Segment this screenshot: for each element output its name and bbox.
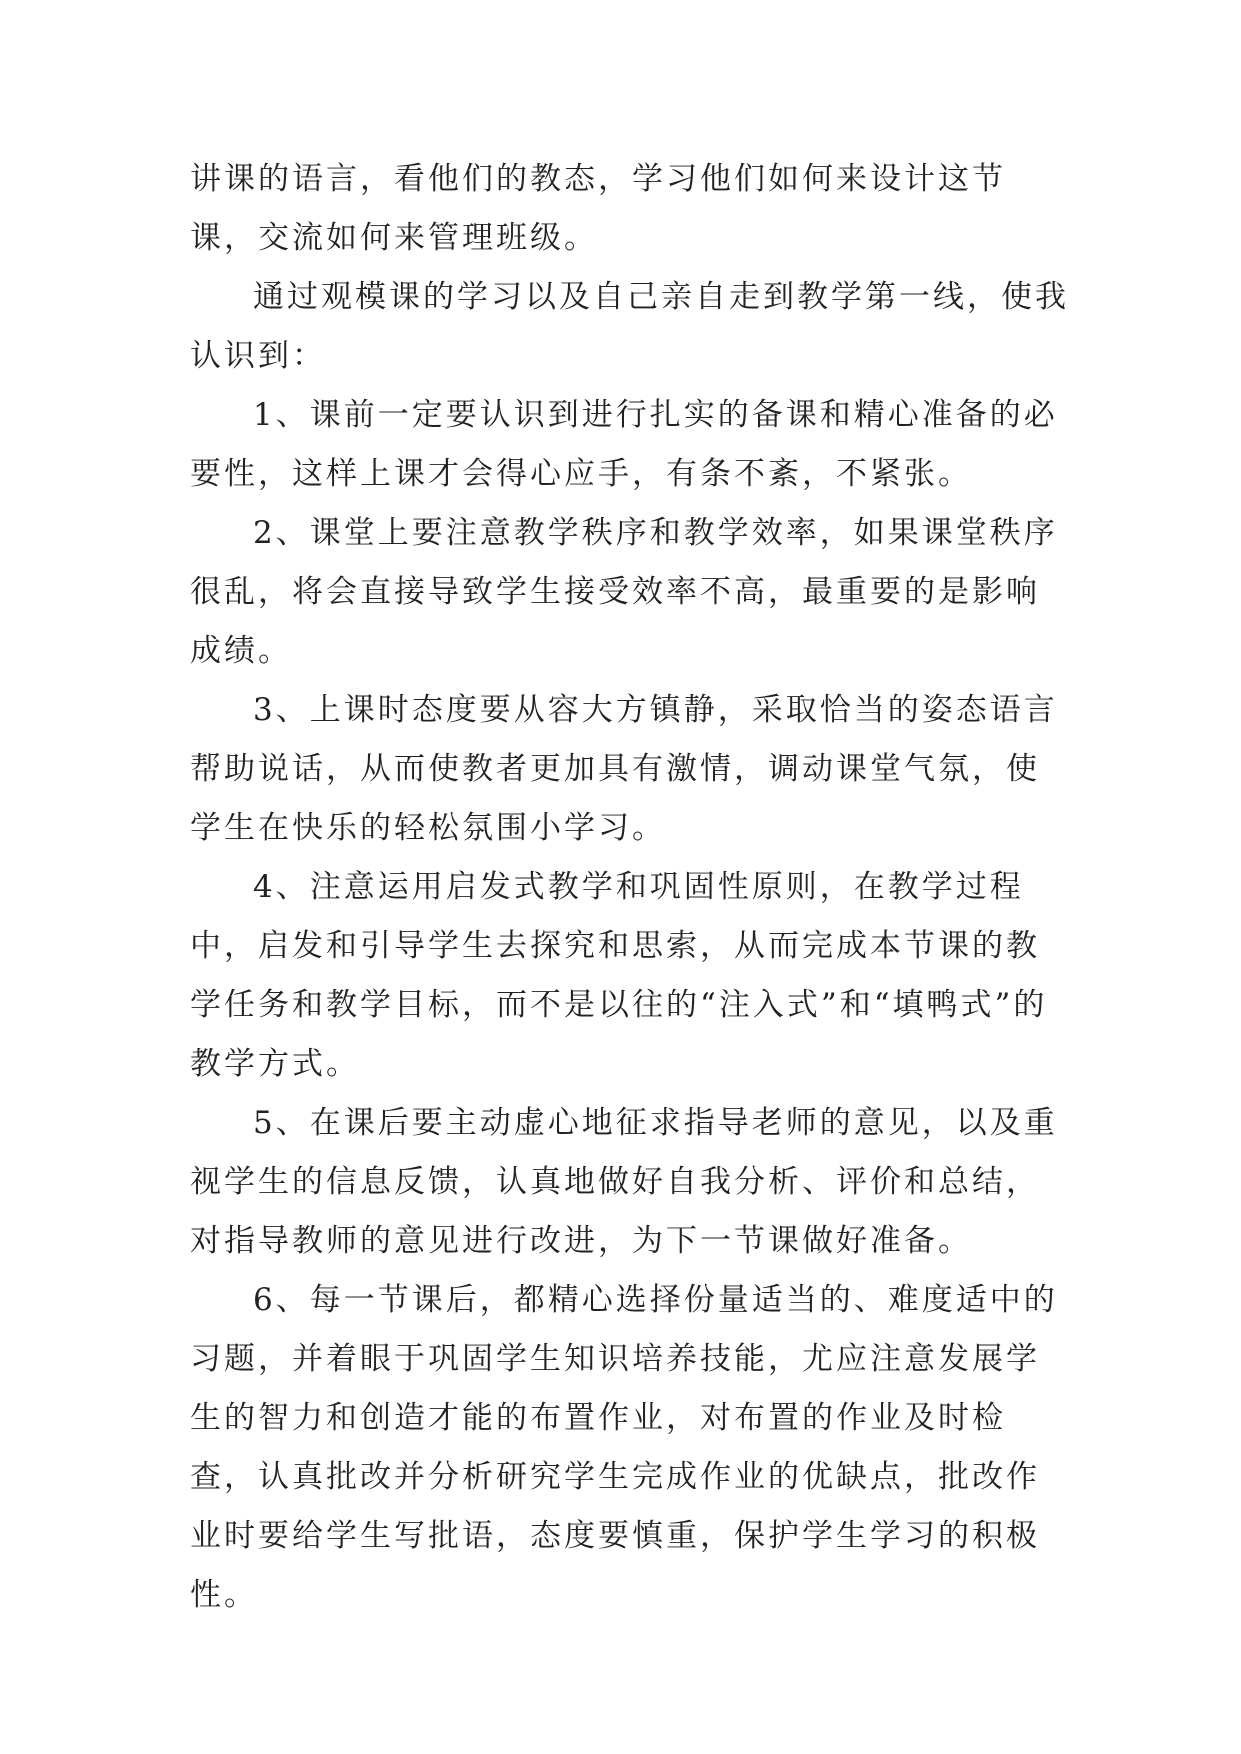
paragraph-0: 讲课的语言，看他们的教态，学习他们如何来设计这节课，交流如何来管理班级。	[190, 161, 1006, 256]
paragraph-4: 3、上课时态度要从容大方镇静，采取恰当的姿态语言帮助说话，从而使教者更加具有激情，调动课堂气氛，使学生在快乐的轻松氛围小学习。	[190, 692, 1058, 846]
document-body	[190, 150, 1070, 1625]
paragraph-2: 1、课前一定要认识到进行扎实的备课和精心准备的必要性，这样上课才会得心应手，有条不紊，不紧张。	[190, 397, 1058, 492]
paragraph-3: 2、课堂上要注意教学秩序和教学效率，如果课堂秩序很乱，将会直接导致学生接受效率不高，最重要的是影响成绩。	[190, 515, 1058, 669]
paragraph-6: 5、在课后要主动虚心地征求指导老师的意见，以及重视学生的信息反馈，认真地做好自我分析、评价和总结，对指导教师的意见进行改进，为下一节课做好准备。	[190, 1105, 1058, 1259]
paragraph-7: 6、每一节课后，都精心选择份量适当的、难度适中的习题，并着眼于巩固学生知识培养技能，尤应注意发展学生的智力和创造才能的布置作业，对布置的作业及时检查，认真批改并分析研究学生完成作业的优缺点，批改作业时要给学生写批语，态度要慎重，保护学生学习的积极性。	[190, 1282, 1058, 1613]
paragraph-1: 通过观模课的学习以及自己亲自走到教学第一线，使我认识到：	[190, 279, 1069, 374]
paragraph-5: 4、注意运用启发式教学和巩固性原则，在教学过程中，启发和引导学生去探究和思索，从而完成本节课的教学任务和教学目标，而不是以往的“注入式”和“填鸭式”的教学方式。	[190, 869, 1048, 1082]
